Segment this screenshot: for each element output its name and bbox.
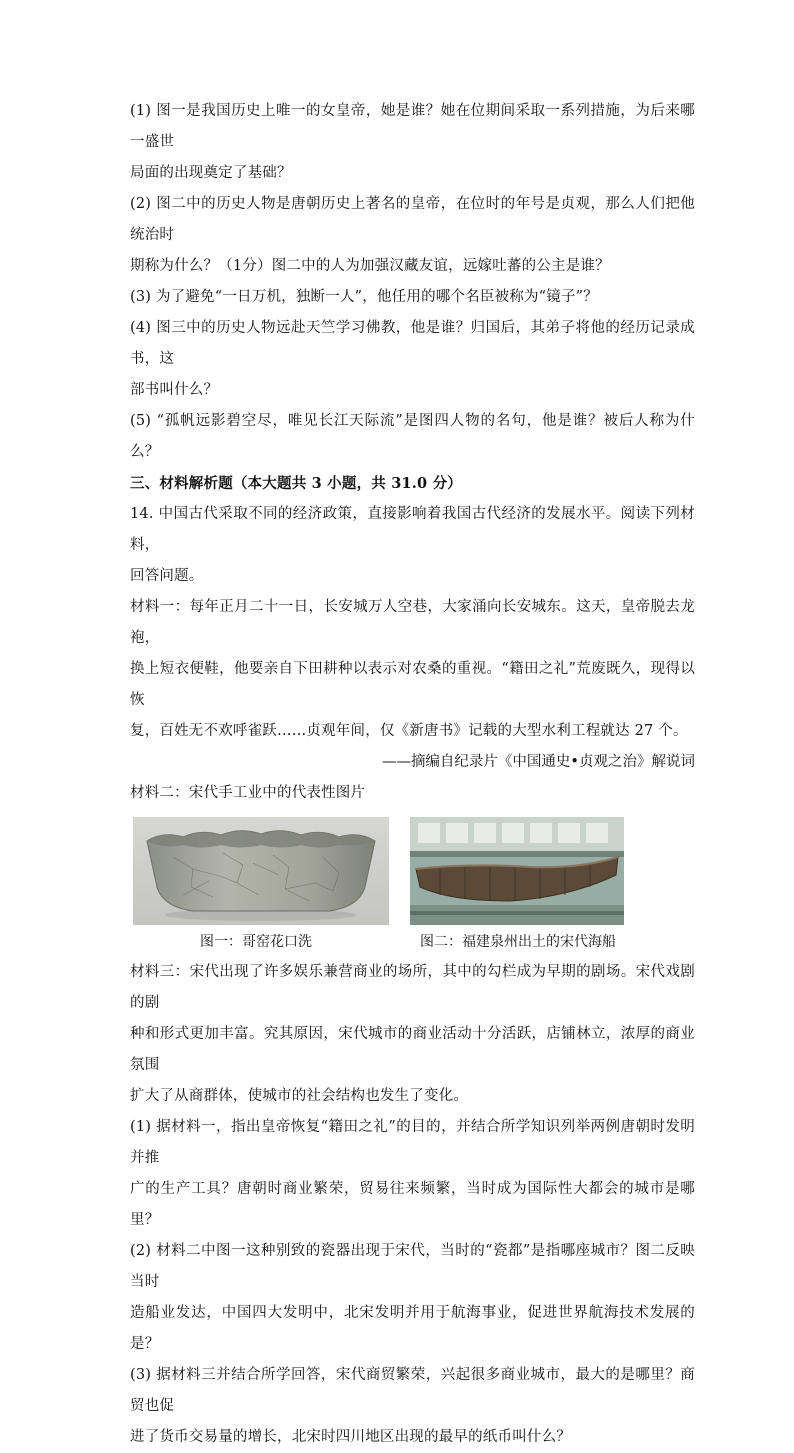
q14-intro-line2: 回答问题。 xyxy=(130,568,204,584)
material2-figures xyxy=(130,817,695,957)
q13-sub5: (5) “孤帆远影碧空尽，唯见长江天际流”是图四人物的名句，他是谁？被后人称为什么？ xyxy=(130,413,695,460)
document-page xyxy=(130,96,695,1453)
q14-sub2-line1: (2) 材料二中图一这种别致的瓷器出现于宋代，当时的“瓷都”是指哪座城市？图二反映当时 xyxy=(130,1243,695,1290)
q14-sub3-line2: 进了货币交易量的增长，北宋时四川地区出现的最早的纸币叫什么？ xyxy=(130,1429,571,1445)
q13-sub4-line1: (4) 图三中的历史人物远赴天竺学习佛教，他是谁？归国后，其弟子将他的经历记录成书，这 xyxy=(130,320,695,367)
material3-line3: 扩大了从商群体，使城市的社会结构也发生了变化。 xyxy=(130,1088,469,1104)
figure-2 xyxy=(410,817,624,953)
q13-sub2-line2: 期称为什么？（1分）图二中的人为加强汉藏友谊，远嫁吐蕃的公主是谁？ xyxy=(130,258,610,274)
ge-kiln-washer-image xyxy=(133,817,389,925)
q13-sub1-line2: 局面的出现奠定了基础？ xyxy=(130,165,292,181)
quanzhou-song-ship-image xyxy=(410,817,624,925)
q13-sub2-line1: (2) 图二中的历史人物是唐朝历史上著名的皇帝，在位时的年号是贞观，那么人们把他统治时 xyxy=(130,196,695,243)
material1-source: ——摘编自纪录片《中国通史•贞观之治》解说词 xyxy=(381,754,695,770)
q14-sub1-line2: 广的生产工具？唐朝时商业繁荣，贸易往来频繁，当时成为国际性大都会的城市是哪里？ xyxy=(130,1181,695,1228)
q14-sub1-line1: (1) 据材料一，指出皇帝恢复“籍田之礼”的目的，并结合所学知识列举两例唐朝时发明并推 xyxy=(130,1119,695,1166)
q13-sub4-line2: 部书叫什么？ xyxy=(130,382,219,398)
material1-line2: 换上短衣便鞋，他要亲自下田耕种以表示对农桑的重视。“籍田之礼”荒废既久，现得以恢 xyxy=(130,661,695,708)
q14-sub2-line2: 造船业发达，中国四大发明中，北宋发明并用于航海事业，促进世界航海技术发展的是？ xyxy=(130,1305,695,1352)
section-3-title: 三、材料解析题（本大题共 3 小题，共 31.0 分） xyxy=(130,475,462,492)
figure-1-caption: 图一：哥窑花口洗 xyxy=(200,934,312,950)
q13-sub3: (3) 为了避免“一日万机，独断一人”，他任用的哪个名臣被称为“镜子”？ xyxy=(130,289,598,305)
material1-line3: 复，百姓无不欢呼雀跃……贞观年间，仅《新唐书》记载的大型水利工程就达 27 个。 xyxy=(130,723,688,739)
q14-sub3-line1: (3) 据材料三并结合所学回答，宋代商贸繁荣，兴起很多商业城市，最大的是哪里？商贸也促 xyxy=(130,1367,695,1414)
figure-1 xyxy=(133,817,389,953)
q14-intro-line1: 14. 中国古代采取不同的经济政策，直接影响着我国古代经济的发展水平。阅读下列材料， xyxy=(130,506,695,553)
material3-line1: 材料三：宋代出现了许多娱乐兼营商业的场所，其中的勾栏成为早期的剧场。宋代戏剧的剧 xyxy=(130,964,695,1011)
q13-sub1-line1: (1) 图一是我国历史上唯一的女皇帝，她是谁？她在位期间采取一系列措施，为后来哪一盛世 xyxy=(130,103,695,150)
figure-2-caption: 图二：福建泉州出土的宋代海船 xyxy=(420,934,616,950)
material3-line2: 种和形式更加丰富。究其原因，宋代城市的商业活动十分活跃，店铺林立，浓厚的商业氛围 xyxy=(130,1026,695,1073)
material1-line1: 材料一：每年正月二十一日，长安城万人空巷，大家涌向长安城东。这天，皇帝脱去龙袍， xyxy=(130,599,695,646)
material2-title: 材料二：宋代手工业中的代表性图片 xyxy=(130,785,366,801)
